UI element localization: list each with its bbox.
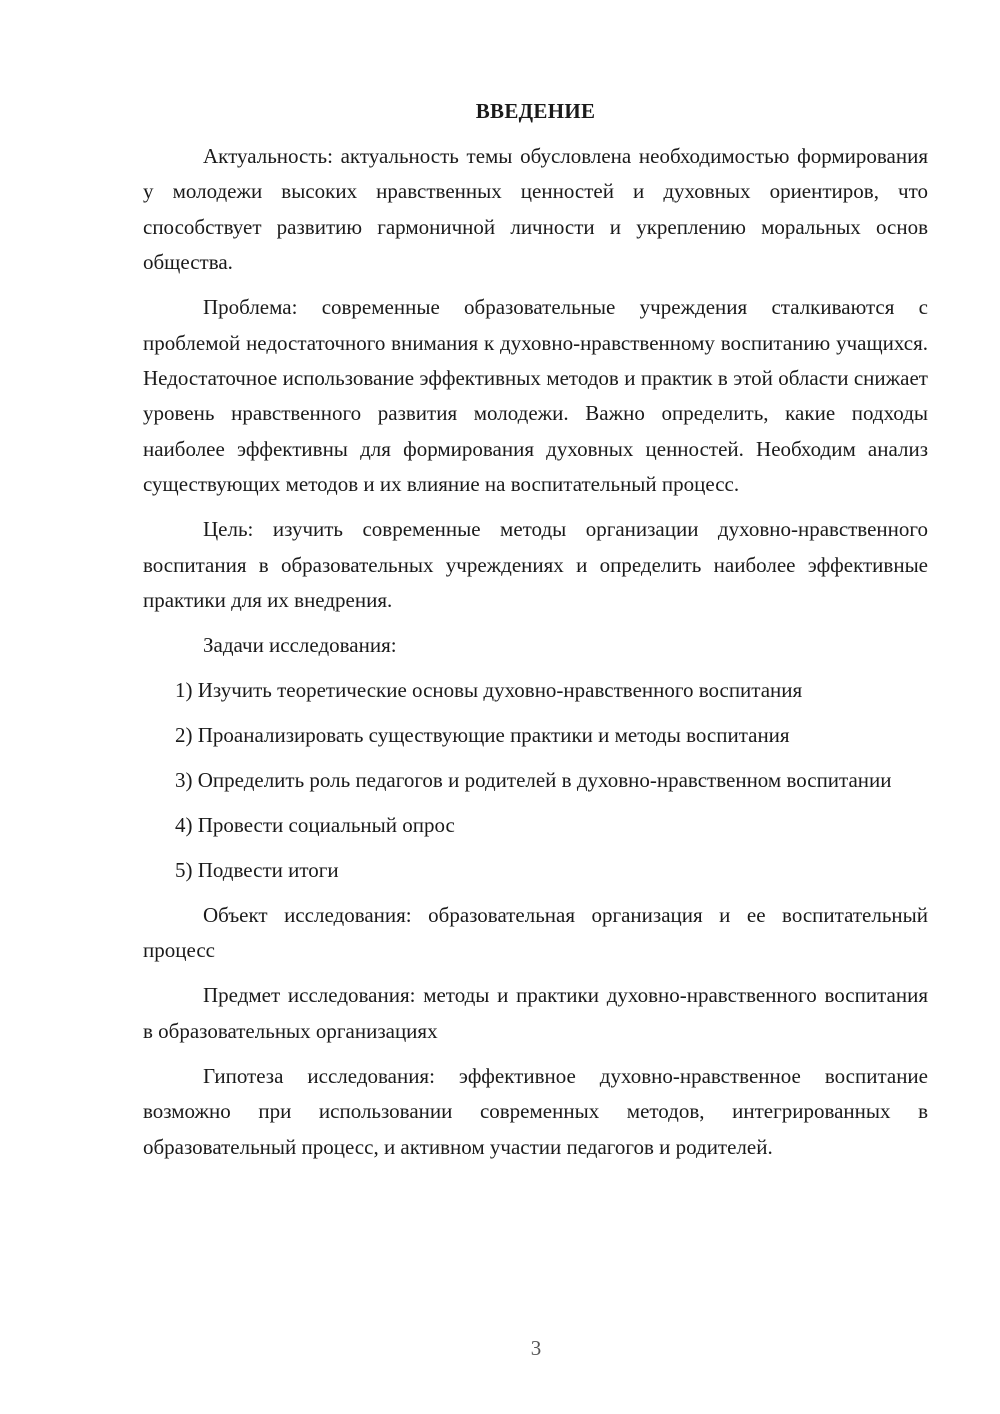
relevance-paragraph: Актуальность: актуальность темы обусловлена необходимостью формирования у молодежи высоких нравственных ценностей и духовных ориентиров, что способствует развитию гармоничной личности и укреплению моральных основ общества. [143,144,928,275]
problem-paragraph: Проблема: современные образовательные учреждения сталкиваются с проблемой недостаточного внимания к духовно-нравственному воспитанию учащихся. Недостаточное использование эффективных методов и практик в этой области снижает уровень нравственного развития молодежи. Важно определить, какие подходы наиболее эффективны для формирования духовных ценностей. Необходим анализ существующих методов и их влияние на воспитательный процесс. [143,295,928,497]
object-paragraph: Объект исследования: образовательная организация и ее воспитательный процесс [143,903,928,963]
task-item-2: 2) Проанализировать существующие практики и методы воспитания [175,723,790,748]
hypothesis-paragraph: Гипотеза исследования: эффективное духовно-нравственное воспитание возможно при использовании современных методов, интегрированных в образовательный процесс, и активном участии педагогов и родителей. [143,1063,928,1159]
section-title: ВВЕДЕНИЕ [475,99,596,123]
task-item-5: 5) Подвести итоги [175,858,339,883]
goal-paragraph: Цель: изучить современные методы организации духовно-нравственного воспитания в образовательных учреждениях и определить наиболее эффективные практики для их внедрения. [143,517,928,613]
page-number: 3 [530,1336,542,1360]
tasks-heading: Задачи исследования: [203,633,397,658]
task-item-1: 1) Изучить теоретические основы духовно-нравственного воспитания [175,678,803,703]
task-item-3: 3) Определить роль педагогов и родителей в духовно-нравственном воспитании [175,768,892,793]
document-body [143,94,928,1175]
subject-paragraph: Предмет исследования: методы и практики духовно-нравственного воспитания в образовательных организациях [143,983,928,1043]
task-item-4: 4) Провести социальный опрос [175,813,455,838]
